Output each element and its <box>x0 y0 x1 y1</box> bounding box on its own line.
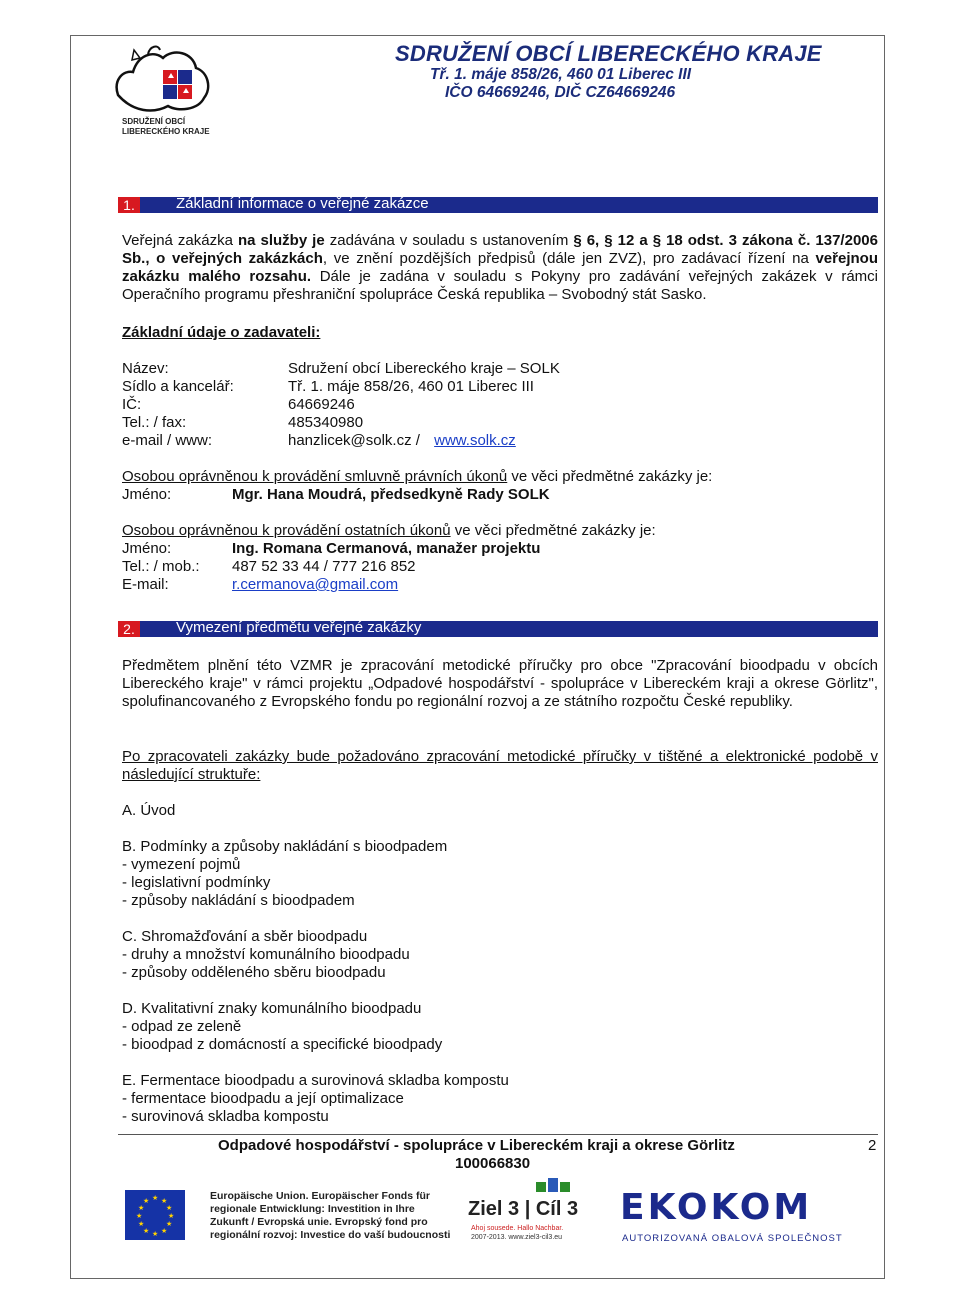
structure-line: - bioodpad z domácností a specifické bioodpady <box>122 1036 443 1053</box>
ziel-cil-logo: Ziel 3 | Cíl 3 <box>468 1198 579 1220</box>
authorized-person-2-name: Ing. Romana Cermanová, manažer projektu <box>232 540 541 557</box>
structure-line: D. Kvalitativní znaky komunálního bioodpadu <box>122 1000 422 1017</box>
section-2-title: Vymezení předmětu veřejné zakázky <box>176 619 422 636</box>
svg-text:★: ★ <box>143 1197 150 1205</box>
org-ico-dic: IČO 64669246, DIČ CZ64669246 <box>445 84 676 101</box>
svg-text:★: ★ <box>138 1220 145 1228</box>
authorized-person-1-heading: Osobou oprávněnou k provádění smluvně právních úkonů ve věci předmětné zakázky je: <box>122 468 713 485</box>
authorized-person-2-email-link[interactable]: r.cermanova@gmail.com <box>232 576 399 593</box>
structure-line: E. Fermentace bioodpadu a surovinová skladba kompostu <box>122 1072 509 1089</box>
svg-text:★: ★ <box>152 1230 159 1238</box>
field-value-ic: 64669246 <box>288 396 355 413</box>
svg-text:★: ★ <box>161 1197 168 1205</box>
footer-project-title: Odpadové hospodářství - spolupráce v Libereckém kraji a okrese Görlitz <box>218 1137 735 1154</box>
structure-line: - odpad ze zeleně <box>122 1018 242 1035</box>
svg-text:★: ★ <box>161 1227 168 1235</box>
footer-divider <box>118 1134 878 1135</box>
page-number: 2 <box>868 1137 877 1154</box>
section-1-header <box>118 197 878 213</box>
svg-text:★: ★ <box>152 1194 159 1202</box>
authorized-person-1-name: Mgr. Hana Moudrá, předsedkyně Rady SOLK <box>232 486 550 503</box>
structure-line: - surovinová skladba kompostu <box>122 1108 329 1125</box>
field-value-name: Sdružení obcí Libereckého kraje – SOLK <box>288 360 560 377</box>
field-value-seat: Tř. 1. máje 858/26, 460 01 Liberec III <box>288 378 534 395</box>
field-label-seat: Sídlo a kancelář: <box>122 378 234 395</box>
org-address: Tř. 1. máje 858/26, 460 01 Liberec III <box>430 66 692 83</box>
field-label-tel: Tel.: / fax: <box>122 414 187 431</box>
authorized-person-2-heading: Osobou oprávněnou k provádění ostatních úkonů ve věci předmětné zakázky je: <box>122 522 656 539</box>
contracting-authority-heading: Základní údaje o zadavateli: <box>122 324 321 341</box>
authorized-person-2-email-label: E-mail: <box>122 576 169 593</box>
ziel-url: 2007-2013. www.ziel3-cil3.eu <box>471 1234 563 1241</box>
structure-heading: Po zpracovateli zakázky bude požadováno zpracování metodické příručky v tištěné a elektronické podobě v následující struktuře: <box>122 748 878 783</box>
structure-line: - vymezení pojmů <box>122 856 241 873</box>
authorized-person-1-label: Jméno: <box>122 486 172 503</box>
section-1-intro: Veřejná zakázka na služby je zadávána v souladu s ustanovením § 6, § 12 a § 18 odst. 3 zákona č. 137/2006 Sb., o veřejných zakázkách, ve znění pozdějších předpisů (dále jen ZVZ), pro zadávací řízení na veřejnou zakázku malého rozsahu. Dále je zadána v souladu s Pokyny pro zadávání veřejných zakázek v rámci Operačního programu přeshraniční spolupráce Česká republika – Svobodný stát Sasko. <box>122 232 879 303</box>
ekokom-tagline: AUTORIZOVANÁ OBALOVÁ SPOLEČNOST <box>622 1233 843 1244</box>
org-name: SDRUŽENÍ OBCÍ LIBERECKÉHO KRAJE <box>395 41 822 66</box>
structure-line: - způsoby nakládání s bioodpadem <box>122 892 355 909</box>
ziel-logo-icon <box>528 1176 584 1198</box>
field-value-email <box>288 432 516 449</box>
solk-logo <box>108 40 218 118</box>
structure-line: B. Podmínky a způsoby nakládání s bioodpadem <box>122 838 448 855</box>
ziel-slogan: Ahoj sousede. Hallo Nachbar. <box>471 1225 564 1232</box>
svg-text:★: ★ <box>136 1212 143 1220</box>
authorized-person-2-tel: 487 52 33 44 / 777 216 852 <box>232 558 416 575</box>
footer-project-number: 100066830 <box>455 1155 531 1172</box>
svg-text:★: ★ <box>143 1227 150 1235</box>
field-value-tel: 485340980 <box>288 414 364 431</box>
field-label-email: e-mail / www: <box>122 432 213 449</box>
structure-line: A. Úvod <box>122 802 176 819</box>
website-link[interactable]: www.solk.cz <box>434 432 516 449</box>
svg-text:★: ★ <box>166 1220 173 1228</box>
svg-text:★: ★ <box>168 1212 175 1220</box>
eu-funding-text: Europäische Union. Europäischer Fonds für regionale Entwicklung: Investition in Ihre Zukunft / Evropská unie. Evropský fond pro regionální rozvoj: Investice do vaší budoucnosti <box>210 1190 451 1241</box>
structure-line: - legislativní podmínky <box>122 874 271 891</box>
section-1-title: Základní informace o veřejné zakázce <box>176 195 429 212</box>
svg-text:★: ★ <box>166 1204 173 1212</box>
email-text: hanzlicek@solk.cz / <box>288 432 420 449</box>
structure-line: - fermentace bioodpadu a její optimalizace <box>122 1090 404 1107</box>
authorized-person-2-tel-label: Tel.: / mob.: <box>122 558 200 575</box>
field-label-ic: IČ: <box>122 396 142 413</box>
logo-caption: SDRUŽENÍ OBCÍ LIBERECKÉHO KRAJE <box>122 117 210 136</box>
section-2-paragraph: Předmětem plnění této VZMR je zpracování metodické příručky pro obce "Zpracování bioodpadu v obcích Libereckého kraje" v rámci projektu „Odpadové hospodářství - spolupráce v Libereckém kraji a okrese Görlitz", spolufinancovaného z Evropského fondu po regionální rozvoj a ze státního rozpočtu České republiky. <box>122 657 878 710</box>
eu-flag-icon <box>125 1190 185 1240</box>
structure-line: - způsoby odděleného sběru bioodpadu <box>122 964 386 981</box>
section-2-number: 2. <box>118 621 140 637</box>
structure-line: - druhy a množství komunálního bioodpadu <box>122 946 410 963</box>
ekokom-logo: EKOKOM <box>620 1187 813 1228</box>
authorized-person-2-label: Jméno: <box>122 540 172 557</box>
svg-text:★: ★ <box>138 1204 145 1212</box>
structure-line: C. Shromažďování a sběr bioodpadu <box>122 928 368 945</box>
section-2-header <box>118 621 878 637</box>
field-label-name: Název: <box>122 360 169 377</box>
section-1-number: 1. <box>118 197 140 213</box>
